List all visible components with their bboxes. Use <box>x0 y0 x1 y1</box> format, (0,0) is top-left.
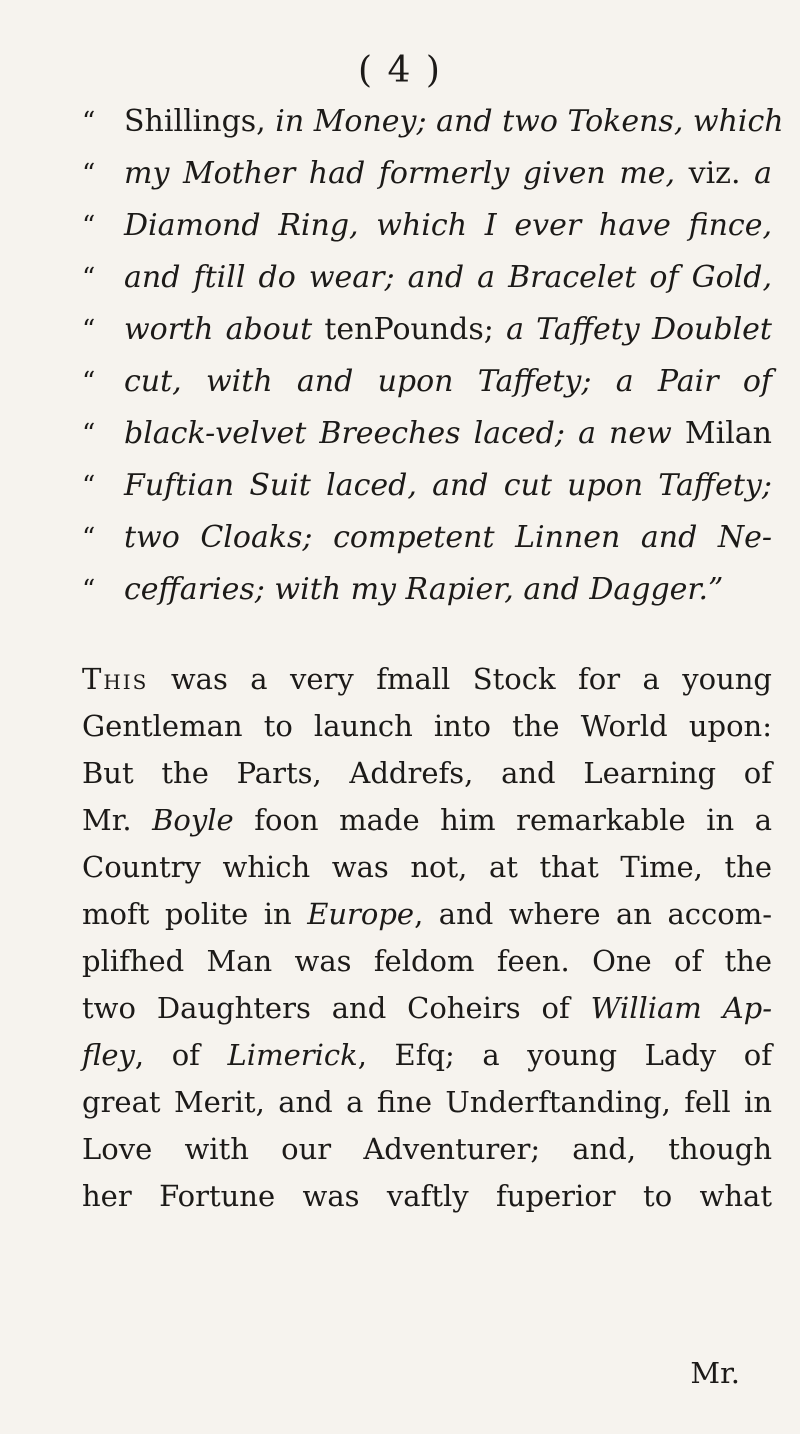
text-run: foon made him remarkable in a <box>233 803 772 837</box>
text-run: her Fortune was vaftly fuperior to what <box>82 1179 772 1213</box>
body-line <box>82 797 772 844</box>
quote-line <box>82 564 772 616</box>
body-line <box>82 985 772 1032</box>
opening-quote-mark: “ <box>82 419 96 449</box>
body-line <box>82 1173 772 1220</box>
text-run: my Mother had formerly given me, <box>124 156 689 191</box>
opening-quote-mark: “ <box>82 575 96 605</box>
text-run: a <box>754 156 772 191</box>
opening-quote-mark: “ <box>82 159 96 189</box>
opening-quote-mark: “ <box>82 523 96 553</box>
text-run: Milan <box>684 416 772 451</box>
quote-line-text <box>124 148 772 200</box>
quote-line <box>82 148 772 200</box>
quote-line-text <box>124 200 772 252</box>
text-run: in Money <box>275 104 417 139</box>
text-run: Gentleman to launch into the World upon: <box>82 709 772 743</box>
quote-line-text <box>124 252 772 304</box>
opening-quote-mark: “ <box>82 367 96 397</box>
quote-line <box>82 408 772 460</box>
text-run: ; and two Tokens, which <box>416 104 784 139</box>
body-line <box>82 656 772 703</box>
text-run: , Efq; a young Lady of <box>357 1038 772 1072</box>
text-run: Mr. <box>82 803 153 837</box>
body-line <box>82 1032 772 1079</box>
text-run: ceffaries; with my Rapier, and Dagger.” <box>124 572 724 607</box>
quote-line-text <box>124 304 772 356</box>
opening-quote-mark: “ <box>82 315 96 345</box>
quote-line-text <box>124 356 772 408</box>
text-run: plifhed Man was feldom feen. One of the <box>82 944 772 978</box>
text-run: Boyle <box>152 803 234 837</box>
quote-line <box>82 304 772 356</box>
text-run: Love with our Adventurer; and, though <box>82 1132 772 1166</box>
body-line <box>82 844 772 891</box>
text-run: This <box>82 662 149 696</box>
opening-quote-mark: “ <box>82 107 96 137</box>
text-run: Limerick <box>227 1038 358 1072</box>
quote-line <box>82 252 772 304</box>
text-run: Europe <box>307 897 415 931</box>
text-run: , and where an accom- <box>414 897 773 931</box>
body-line <box>82 1079 772 1126</box>
quote-line <box>82 96 784 148</box>
text-run: viz. <box>688 156 755 191</box>
quote-line-text <box>124 512 772 564</box>
text-run: Country which was not, at that Time, the <box>82 850 772 884</box>
quote-line-text <box>124 564 772 616</box>
body-line <box>82 891 772 938</box>
text-run: great Merit, and a fine Underftanding, fell in <box>82 1085 772 1119</box>
page-number: ( 4 ) <box>358 50 442 91</box>
opening-quote-mark: “ <box>82 263 96 293</box>
body-paragraph <box>82 656 772 1220</box>
text-run: black-velvet Breeches laced; a new <box>124 416 685 451</box>
text-run: Fuftian Suit laced, and cut upon Taffety; <box>124 468 772 503</box>
body-line <box>82 703 772 750</box>
text-run: and ftill do wear; and a Bracelet of Gold, <box>124 260 772 295</box>
text-run: cut, with and upon Taffety; a Pair of <box>124 364 772 399</box>
quote-line-text <box>124 96 784 148</box>
catchword: Mr. <box>690 1356 740 1390</box>
text-run: a Taffety Doublet <box>506 312 772 347</box>
body-line <box>82 938 772 985</box>
text-run: fley <box>82 1038 135 1072</box>
text-run: But the Parts, Addrefs, and Learning of <box>82 756 772 790</box>
text-run: worth about <box>124 312 325 347</box>
opening-quote-mark: “ <box>82 471 96 501</box>
quoted-inventory-passage <box>82 96 784 616</box>
quote-line <box>82 356 772 408</box>
text-run: tenPounds; <box>324 312 507 347</box>
text-run: two Cloaks; competent Linnen and Ne- <box>124 520 772 555</box>
text-run: , of <box>134 1038 228 1072</box>
text-run: Shillings, <box>124 104 276 139</box>
quote-line-text <box>124 460 772 512</box>
quote-line-text <box>124 408 772 460</box>
quote-line <box>82 460 772 512</box>
text-run: William Ap- <box>590 991 773 1025</box>
text-run: Diamond Ring, which I ever have fince, <box>124 208 772 243</box>
body-line <box>82 1126 772 1173</box>
quote-line <box>82 200 772 252</box>
quote-line <box>82 512 772 564</box>
text-run: two Daughters and Coheirs of <box>82 991 591 1025</box>
opening-quote-mark: “ <box>82 211 96 241</box>
text-run: was a very fmall Stock for a young <box>148 662 772 696</box>
text-run: moft polite in <box>82 897 308 931</box>
body-line <box>82 750 772 797</box>
